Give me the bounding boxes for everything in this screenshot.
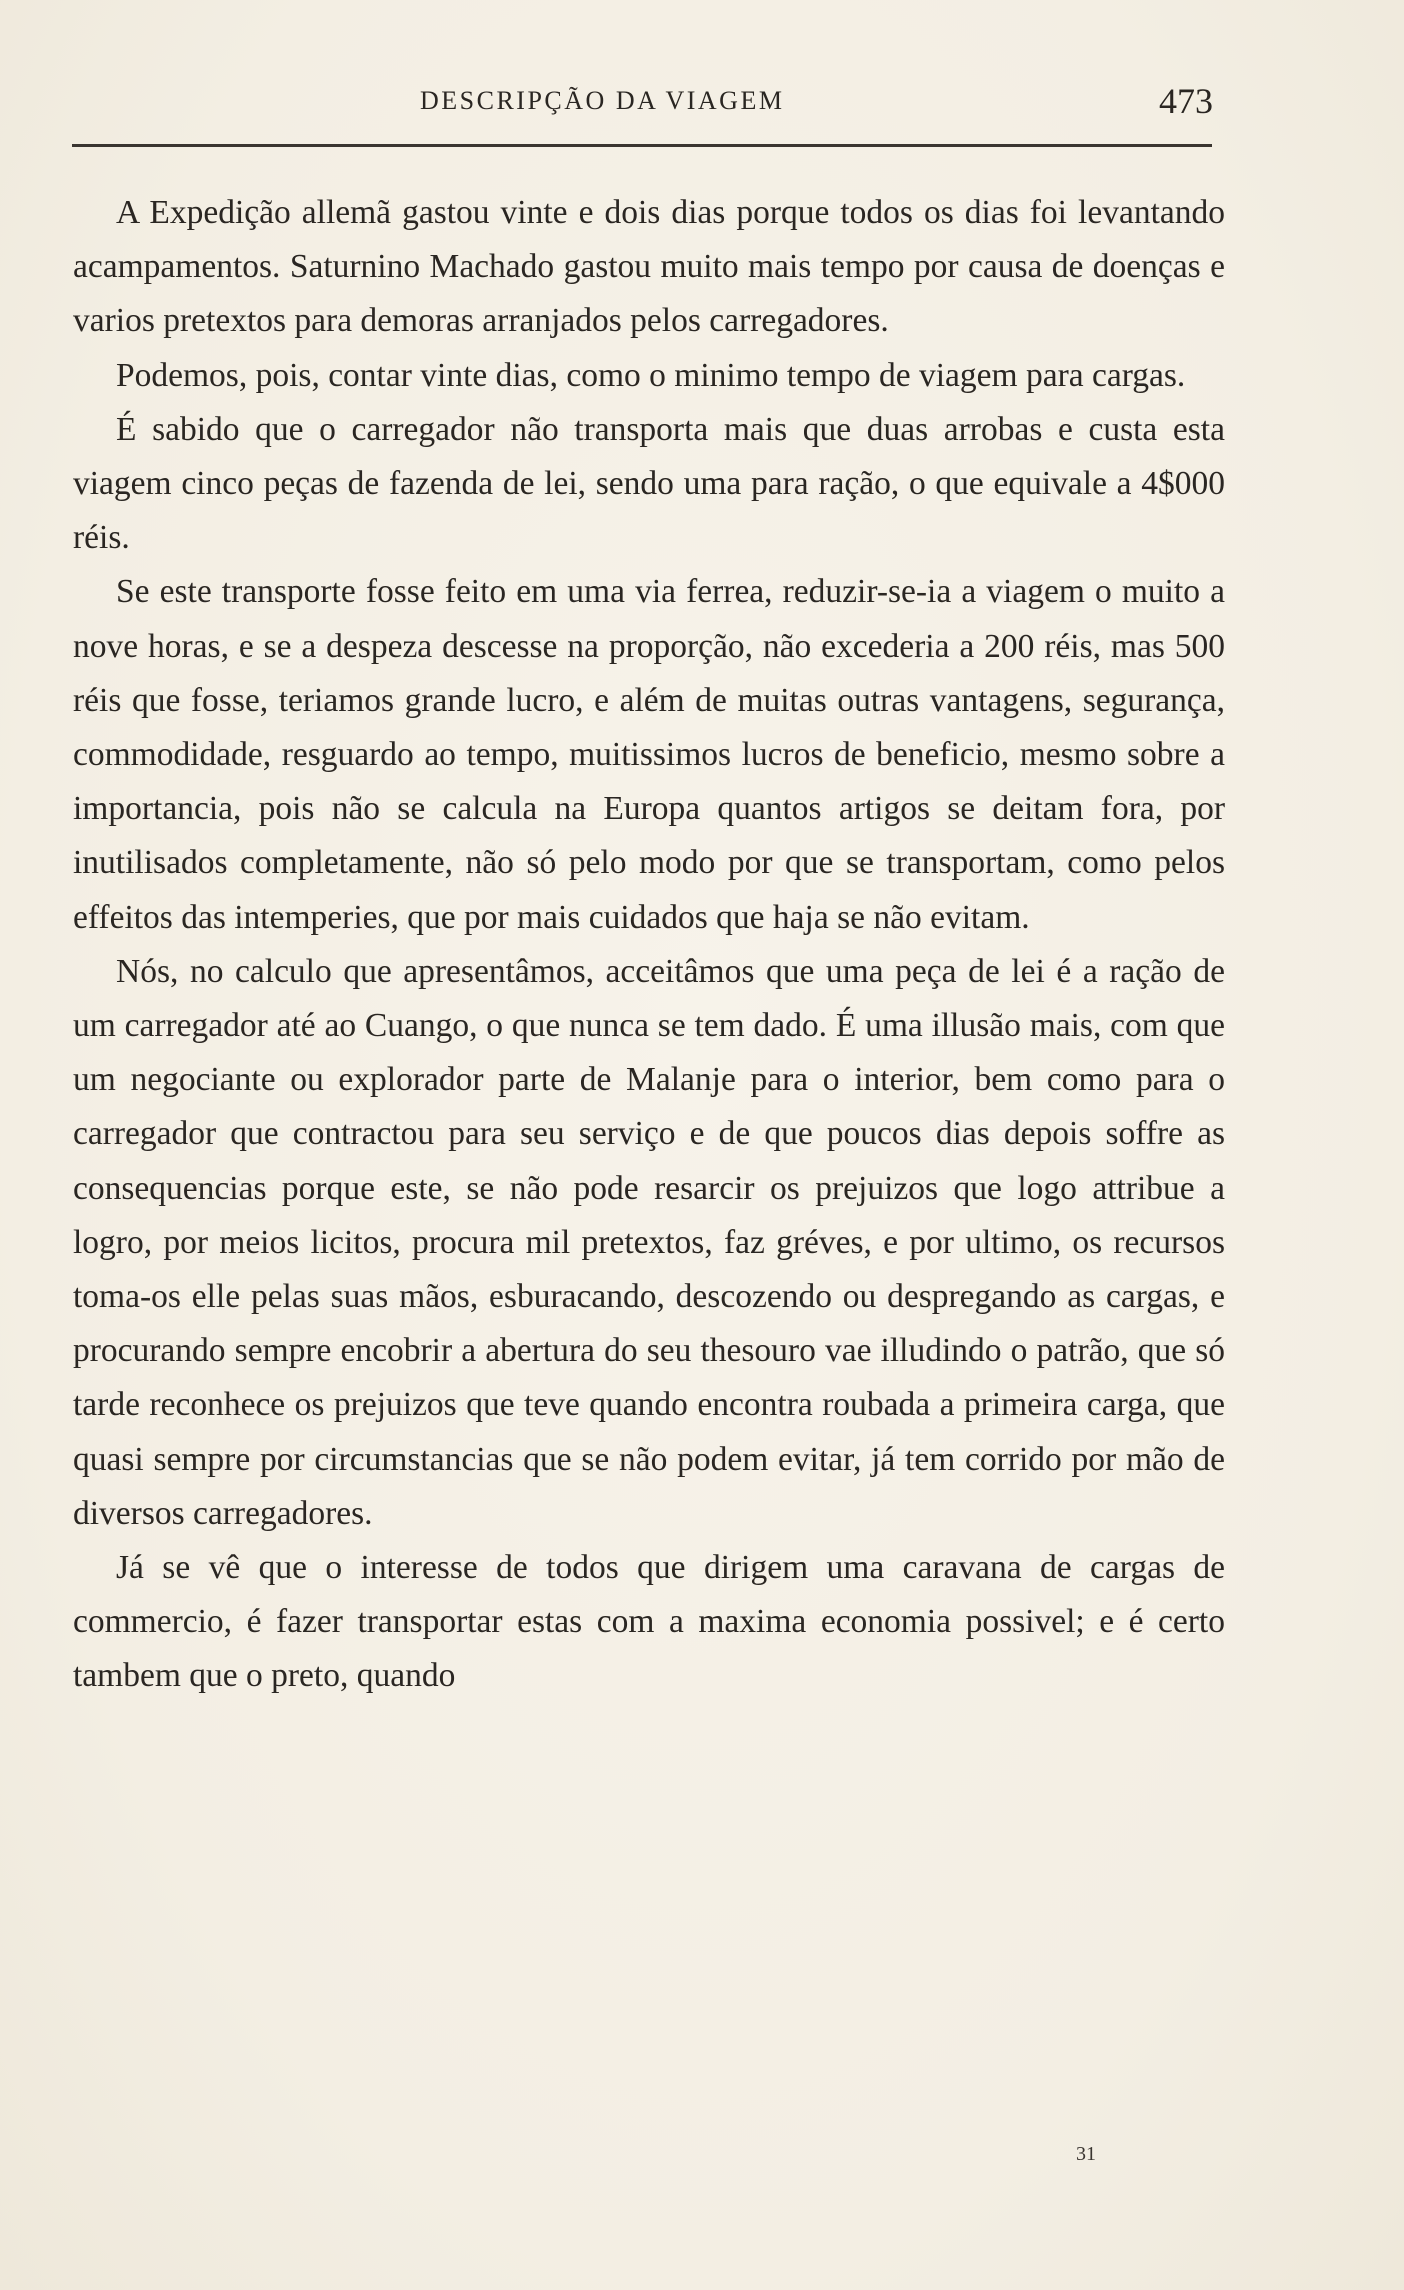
body-text	[73, 186, 1225, 1704]
signature-mark: 31	[1076, 2143, 1096, 2165]
page-number: 473	[1159, 81, 1213, 121]
paragraph: É sabido que o carregador não transporta mais que duas arrobas e custa esta viagem cinco peças de fazenda de lei, sendo uma para ração, o que equivale a 4$000 réis.	[73, 410, 1225, 557]
header-rule	[72, 144, 1212, 147]
page-header	[75, 82, 1215, 128]
paragraph: A Expedição allemã gastou vinte e dois dias porque todos os dias foi levantando acampamentos. Saturnino Machado gastou muito mais tempo por causa de doenças e varios pretextos para demoras arranjados pelos carregadores.	[73, 194, 1225, 340]
paragraph: Nós, no calculo que apresentâmos, acceitâmos que uma peça de lei é a ração de um carregador até ao Cuango, o que nunca se tem dado. É uma illusão mais, com que um negociante ou explorador parte de Malanje para o interior, bem como para o carregador que contractou para seu serviço e de que poucos dias depois soffre as consequencias porque este, se não pode resarcir os prejuizos que logo attribue a logro, por meios licitos, procura mil pretextos, faz gréves, e por ultimo, os recursos toma-os elle pelas suas mãos, esburacando, descozendo ou despregando as cargas, e procurando sempre encobrir a abertura do seu thesouro vae illudindo o patrão, que só tarde reconhece os prejuizos que teve quando encontra roubada a primeira carga, que quasi sempre por circumstancias que se não podem evitar, já tem corrido por mão de diversos carregadores.	[73, 952, 1225, 1532]
paragraph: Se este transporte fosse feito em uma via ferrea, reduzir-se-ia a viagem o muito a nove horas, e se a despeza descesse na proporção, não excederia a 200 réis, mas 500 réis que fosse, teriamos grande lucro, e além de muitas outras vantagens, segurança, commodidade, resguardo ao tempo, muitissimos lucros de beneficio, mesmo sobre a importancia, pois não se calcula na Europa quantos artigos se deitam fora, por inutilisados completamente, não só pelo modo por que se transportam, como pelos effeitos das intemperies, que por mais cuidados que haja se não evitam.	[73, 573, 1225, 936]
paragraph: Já se vê que o interesse de todos que dirigem uma caravana de cargas de commercio, é fazer transportar estas com a maxima economia possivel; e é certo tambem que o preto, quando	[73, 1549, 1225, 1695]
running-title: DESCRIPÇÃO DA VIAGEM	[420, 86, 785, 115]
paragraph: Podemos, pois, contar vinte dias, como o minimo tempo de viagem para cargas.	[116, 356, 1186, 394]
